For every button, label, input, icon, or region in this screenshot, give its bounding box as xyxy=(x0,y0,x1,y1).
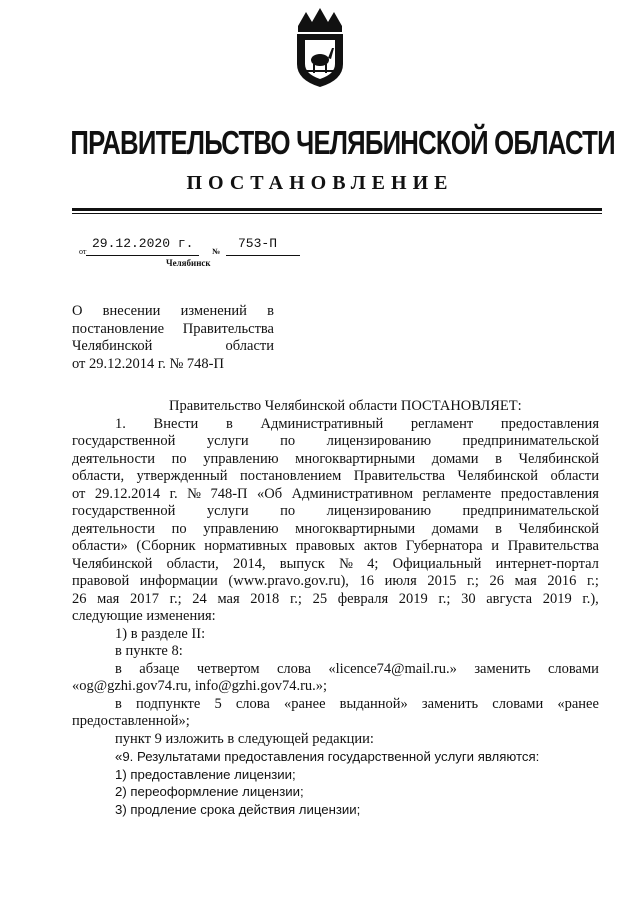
subject-line: О внесении изменений в xyxy=(72,303,274,319)
subject-line: Челябинской области xyxy=(72,338,274,354)
paragraph-line: предоставленной»; xyxy=(72,713,190,729)
subsection-line: 1) в разделе II: xyxy=(115,625,206,642)
header-rule-thin xyxy=(72,213,602,214)
paragraph-line: деятельности по управлению многоквартирными домами в Челябинской xyxy=(72,450,599,467)
coat-of-arms-icon xyxy=(292,8,348,88)
paragraph-line: 1. Внести в Административный регламент предоставления xyxy=(115,415,599,432)
paragraph-line: области, утвержденный постановлением Правительства Челябинской области xyxy=(72,468,599,484)
city-name: Челябинск xyxy=(166,258,211,268)
paragraph-line: «og@gzhi.gov74.ru, info@gzhi.gov74.ru.»; xyxy=(72,678,328,694)
paragraph-line: Челябинской области, 2014, выпуск № 4; Официальный интернет-портал xyxy=(72,555,599,572)
number-underline xyxy=(226,255,300,256)
paragraph-line: государственной услуги по лицензированию предпринимательской xyxy=(72,433,599,449)
quote-line: 2) переоформление лицензии; xyxy=(115,784,304,799)
subsection-line: пункт 9 изложить в следующей редакции: xyxy=(115,730,374,747)
paragraph-line: от 29.12.2014 г. № 748-П «Об Административном регламенте предоставления xyxy=(72,485,599,502)
number-prefix: № xyxy=(212,247,221,256)
paragraph-line: следующие изменения: xyxy=(72,608,216,624)
document-date: 29.12.2020 г. xyxy=(92,236,194,251)
subject-line: постановление Правительства xyxy=(72,320,274,337)
paragraph-line: 26 мая 2017 г.; 24 мая 2018 г.; 25 февраля 2019 г.; 30 августа 2019 г.), xyxy=(72,590,599,607)
quote-line: 3) продление срока действия лицензии; xyxy=(115,801,361,817)
document-subject xyxy=(72,303,274,373)
paragraph-line: в абзаце четвертом слова «licence74@mail.ru.» заменить словами xyxy=(115,660,599,677)
document-number: 753-П xyxy=(238,236,278,251)
quote-line: 1) предоставление лицензии; xyxy=(115,766,296,782)
header-rule-thick xyxy=(72,208,602,211)
paragraph-line: правовой информации (www.pravo.gov.ru), 16 июля 2015 г.; 26 мая 2016 г.; xyxy=(72,573,599,589)
quote-line: «9. Результатами предоставления государственной услуги являются: xyxy=(115,749,540,764)
document-body xyxy=(72,398,599,818)
paragraph-line: в подпункте 5 слова «ранее выданной» заменить словами «ранее xyxy=(115,695,599,712)
subsection-line: в пункте 8: xyxy=(115,643,183,659)
government-title: ПРАВИТЕЛЬСТВО ЧЕЛЯБИНСКОЙ ОБЛАСТИ xyxy=(70,124,615,161)
subject-line: от 29.12.2014 г. № 748-П xyxy=(72,355,224,372)
date-prefix: от xyxy=(79,247,87,256)
paragraph-line: деятельности по управлению многоквартирными домами в Челябинской xyxy=(72,520,599,537)
date-underline xyxy=(86,255,199,256)
resolves-line: Правительство Челябинской области ПОСТАНОВЛЯЕТ: xyxy=(169,398,522,414)
paragraph-line: государственной услуги по лицензированию предпринимательской xyxy=(72,503,599,519)
document-type: ПОСТАНОВЛЕНИЕ xyxy=(186,172,454,194)
paragraph-line: области» (Сборник нормативных правовых актов Губернатора и Правительства xyxy=(72,538,599,554)
